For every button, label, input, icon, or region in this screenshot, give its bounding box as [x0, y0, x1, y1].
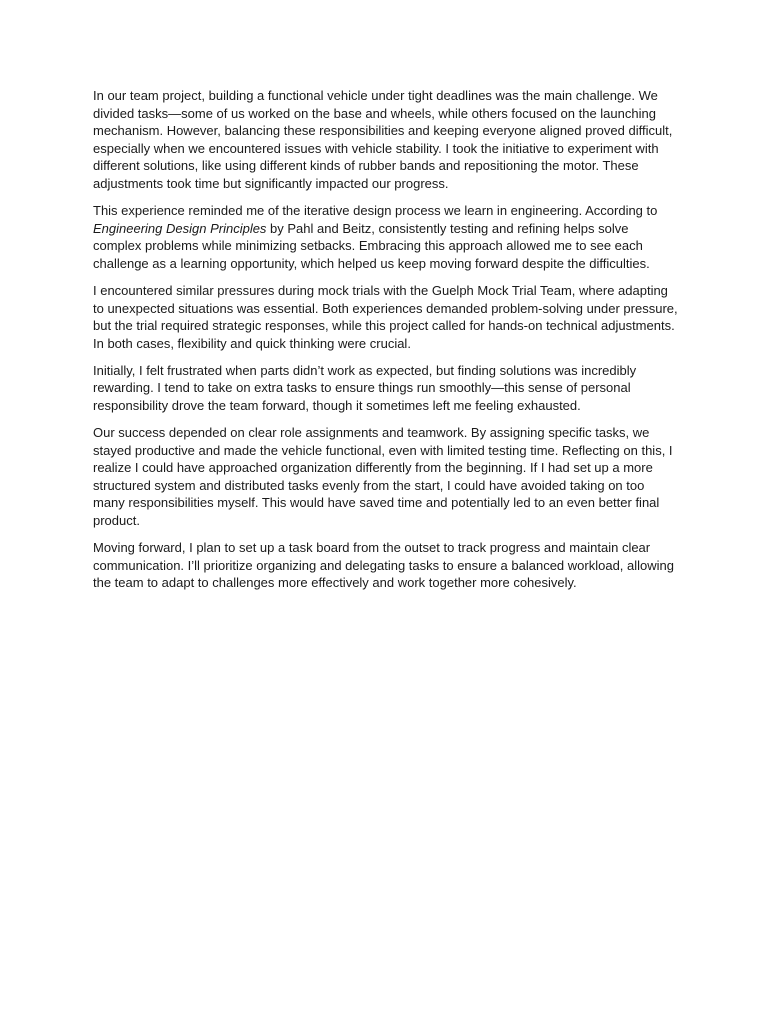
paragraph-feelings: Initially, I felt frustrated when parts didn’t work as expected, but finding solutions was incredibly rewarding. I tend to take on extra tasks to ensure things run smoothly—this sense of personal responsibility drove the team forward, though it sometimes left me feeling exhausted.: [93, 362, 637, 413]
paragraph-moving-forward: Moving forward, I plan to set up a task board from the outset to track progress and maintain clear communication. I’ll prioritize organizing and delegating tasks to ensure a balanced workload, allowing the team to adapt to challenges more effectively and work together more cohesively.: [93, 540, 674, 591]
paragraph-teamwork: Our success depended on clear role assignments and teamwork. By assigning specific tasks, we stayed productive and made the vehicle functional, even with limited testing time. Reflecting on this, I realize I could have approached organization differently from the beginning. If I had set up a more structured system and distributed tasks evenly from the start, I could have avoided taking on too many responsibilities myself. This would have saved time and potentially led to an even better final product.: [93, 425, 673, 529]
paragraph-mock-trial: I encountered similar pressures during mock trials with the Guelph Mock Trial Team, where adapting to unexpected situations was essential. Both experiences demanded problem-solving under pressure, but the trial required strategic responses, while this project called for hands-on technical adjustments. In both cases, flexibility and quick thinking were crucial.: [93, 282, 678, 351]
paragraph-text: This experience reminded me of the iterative design process we learn in engineering. According to: [93, 203, 658, 219]
paragraph-text: by Pahl and Beitz, consistently testing and refining helps solve complex problems while minimizing setbacks. Embracing this approach allowed me to see each challenge as a learning opportunity, which helped us keep moving forward despite the difficulties.: [93, 220, 650, 271]
paragraph-team-project: In our team project, building a functional vehicle under tight deadlines was the main challenge. We divided tasks—some of us worked on the base and wheels, while others focused on the launching mechanism. However, balancing these responsibilities and keeping everyone aligned proved difficult, especially when we encountered issues with vehicle stability. I took the initiative to experiment with different solutions, like using different kinds of rubber bands and repositioning the motor. These adjustments took time but significantly impacted our progress.: [93, 88, 673, 191]
paragraph-iterative-design: [93, 202, 679, 272]
document-body: [93, 87, 679, 601]
book-title: Engineering Design Principles: [93, 220, 267, 236]
